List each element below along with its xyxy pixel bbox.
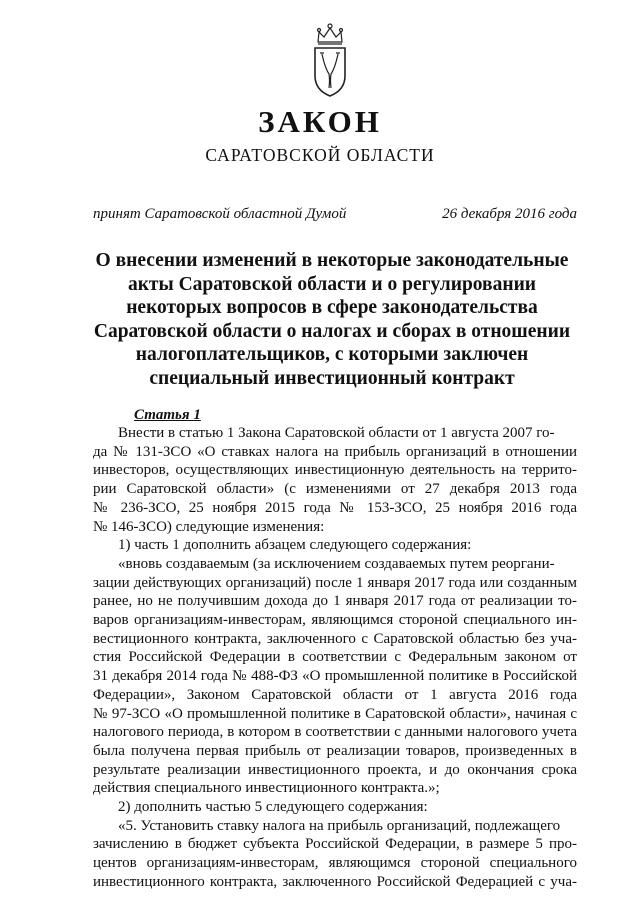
- body-line: инвестиционного контракта, заключенного Российской Федерацией с уча-: [93, 873, 577, 890]
- body-line: № 146-ЗСО) следующие изменения:: [93, 518, 325, 535]
- body-line: 1) часть 1 дополнить абзацем следующего содержания:: [118, 537, 472, 554]
- body-line: ранее, но не получившим дохода до 1 января 2017 года от реализации то-: [93, 593, 577, 610]
- body-line: да № 131-ЗСО «О ставках налога на прибыль организаций в отношении: [93, 443, 577, 460]
- body-line: «вновь создаваемым (за исключением создаваемых путем реоргани-: [118, 555, 555, 572]
- heading-line: специальный инвестиционный контракт: [149, 367, 515, 389]
- body-line: «5. Установить ставку налога на прибыль организаций, подлежащего: [118, 817, 561, 834]
- body-line: Федерации», Законом Саратовской области от 1 августа 2016 года: [93, 686, 577, 703]
- law-title: ЗАКОН: [258, 104, 382, 139]
- body-line: была получена первая прибыль от реализации товаров, произведенных в: [93, 742, 577, 759]
- adopted-by: принят Саратовской областной Думой: [93, 206, 347, 222]
- body-line: рии Саратовской области» (с изменениями от 27 декабря 2013 года: [93, 481, 577, 498]
- body-line: варов организациям-инвесторам, являющимся стороной специального ин-: [93, 612, 577, 629]
- body-line: 2) дополнить частью 5 следующего содержания:: [118, 799, 428, 816]
- saratov-coat-of-arms-icon: [309, 20, 351, 100]
- body-line: налогового периода, в котором в соответствии с данными налогового учета: [93, 724, 577, 741]
- heading-line: некоторых вопросов в сфере законодательства: [126, 297, 538, 318]
- body-line: зачислению в бюджет субъекта Российской Федерации, в размере 5 про-: [93, 836, 577, 853]
- body-line: Внести в статью 1 Закона Саратовской области от 1 августа 2007 го-: [118, 425, 555, 441]
- region-name: САРАТОВСКОЙ ОБЛАСТИ: [205, 145, 435, 165]
- adopted-date: 26 декабря 2016 года: [442, 206, 577, 222]
- heading-line: налогоплательщиков, с которыми заключен: [135, 344, 529, 365]
- article-body: [93, 424, 577, 892]
- heading-line: Саратовской области о налогах и сборах в отношении: [93, 320, 571, 342]
- body-line: № 236-ЗСО, 25 ноября 2015 года № 153-ЗСО, 25 ноября 2016 года: [93, 499, 577, 516]
- body-line: вестиционного контракта, заключенного с Саратовской областью без уча-: [93, 630, 577, 647]
- body-line: № 97-ЗСО «О промышленной политике в Саратовской области», начиная с: [93, 705, 577, 722]
- heading-line: акты Саратовской области и о регулировании: [127, 273, 537, 295]
- body-line: 31 декабря 2014 года № 488-ФЗ «О промышленной политике в Российской: [93, 668, 577, 685]
- law-heading: [82, 249, 582, 390]
- body-line: результате реализации инвестиционного проекта, и до окончания срока: [93, 761, 577, 778]
- body-line: инвесторов, осуществляющих инвестиционную деятельность на террито-: [93, 462, 577, 479]
- body-line: зации действующих организаций) после 1 января 2017 года или созданным: [93, 574, 577, 591]
- heading-line: О внесении изменений в некоторые законодательные: [95, 250, 569, 271]
- body-line: стия Российской Федерации в соответствии с Федеральным законом от: [93, 649, 577, 666]
- body-line: центов организациям-инвесторам, являющимся стороной специального: [93, 855, 577, 872]
- article-title: Статья 1: [134, 407, 201, 423]
- body-line: действия специального инвестиционного контракта.»;: [93, 780, 440, 797]
